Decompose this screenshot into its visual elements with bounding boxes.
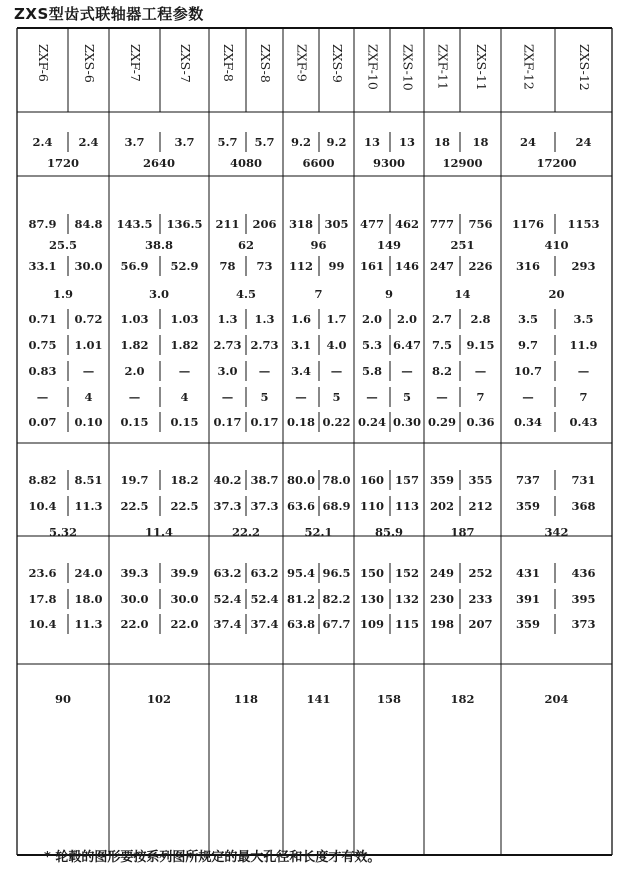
table-cell: — (330, 364, 343, 378)
table-cell: 207 (468, 617, 493, 631)
table-cell: 1.7 (326, 312, 347, 326)
table-cell: 359 (515, 499, 541, 513)
table-cell: 17200 (536, 156, 577, 170)
table-cell: 130 (359, 592, 385, 606)
table-cell: 39.3 (120, 566, 149, 580)
table-cell: 18 (472, 135, 489, 149)
table-cell: 5 (260, 390, 269, 404)
table-cell: 0.07 (28, 415, 57, 429)
table-cell: 113 (394, 499, 420, 513)
table-cell: 56.9 (120, 259, 149, 273)
table-cell: 9.2 (326, 135, 347, 149)
table-cell: 0.24 (357, 415, 387, 429)
model-header: ZXF-8 (221, 44, 236, 82)
table-cell: 477 (359, 217, 385, 231)
table-cell: 756 (468, 217, 493, 231)
table-cell: 115 (394, 617, 420, 631)
table-cell: 3.5 (573, 312, 594, 326)
table-cell: 5.8 (361, 364, 383, 378)
table-cell: 431 (515, 566, 541, 580)
table-cell: — (522, 390, 534, 404)
table-cell: 0.10 (74, 415, 103, 429)
table-cell: 211 (215, 217, 240, 231)
table-cell: 22.0 (170, 617, 199, 631)
table-cell: 24 (575, 135, 592, 149)
table-cell: — (474, 364, 487, 378)
table-cell: — (401, 364, 413, 378)
table-cell: 9 (384, 287, 394, 301)
table-cell: 1.3 (254, 312, 275, 326)
table-cell: 0.72 (74, 312, 103, 326)
table-cell: 22.5 (120, 499, 149, 513)
table-cell: 226 (468, 259, 493, 273)
table-cell: 316 (515, 259, 541, 273)
table-cell: 80.0 (286, 473, 316, 487)
table-cell: 25.5 (48, 238, 78, 252)
table-cell: 3.7 (124, 135, 145, 149)
table-cell: 87.9 (28, 217, 57, 231)
table-cell: 3.4 (290, 364, 312, 378)
table-cell: 187 (450, 525, 475, 539)
table-cell: 233 (468, 592, 493, 606)
table-rules (17, 28, 612, 855)
table-cell: — (178, 364, 191, 378)
table-cell: 1.01 (74, 338, 103, 352)
table-cell: 6.47 (392, 338, 422, 352)
table-cell: 5.32 (48, 525, 78, 539)
table-cell: 84.8 (74, 217, 103, 231)
table-cell: 3.5 (517, 312, 539, 326)
table-cell: — (82, 364, 95, 378)
table-cell: 149 (376, 238, 402, 252)
table-cell: 2.73 (250, 338, 279, 352)
table-cell: 5.7 (217, 135, 238, 149)
table-cell: 146 (394, 259, 420, 273)
table-cell: 38.8 (144, 238, 174, 252)
table-cell: 90 (54, 692, 72, 706)
table-cell: 7.5 (431, 338, 453, 352)
table-cell: 22.0 (120, 617, 149, 631)
table-cell: 52.9 (170, 259, 199, 273)
table-cell: 4080 (229, 156, 263, 170)
table-cell: 37.4 (250, 617, 279, 631)
model-header: ZXS-10 (400, 44, 416, 91)
table-cell: 18.0 (74, 592, 103, 606)
table-cell: 10.7 (513, 364, 543, 378)
table-cell: — (128, 390, 141, 404)
table-cell: 5.3 (361, 338, 383, 352)
table-cell: — (258, 364, 271, 378)
table-cell: 30.0 (170, 592, 199, 606)
table-cell: 161 (359, 259, 385, 273)
table-cell: 63.6 (286, 499, 316, 513)
table-cell: 96 (310, 238, 327, 252)
table-cell: 1153 (567, 217, 600, 231)
table-cell: 2.4 (78, 135, 99, 149)
table-cell: 63.2 (250, 566, 279, 580)
table-cell: 132 (394, 592, 420, 606)
table-cell: 395 (571, 592, 596, 606)
table-cell: 11.4 (144, 525, 174, 539)
table-cell: 1.6 (290, 312, 312, 326)
table-cell: 4 (180, 390, 189, 404)
table-cell: 1.03 (120, 312, 149, 326)
model-header: ZXS-11 (474, 44, 489, 91)
table-cell: 5 (402, 390, 412, 404)
table-cell: 3.7 (174, 135, 195, 149)
table-cell: 8.2 (431, 364, 453, 378)
table-cell: 391 (515, 592, 541, 606)
table-cell: 11.3 (74, 617, 103, 631)
table-cell: 13 (363, 135, 381, 149)
footnote: * 轮毂的图形要按系列图所规定的最大孔径和长度才有效。 (44, 850, 381, 865)
table-cell: 0.18 (286, 415, 316, 429)
table-cell: 152 (394, 566, 420, 580)
table-cell: 212 (468, 499, 493, 513)
table-cell: 11.3 (74, 499, 103, 513)
table-cell: 198 (429, 617, 455, 631)
table-cell: 1.82 (170, 338, 199, 352)
table-cell: — (295, 390, 307, 404)
table-cell: 0.15 (120, 415, 149, 429)
table-cell: 0.17 (213, 415, 242, 429)
table-cell: 22.2 (231, 525, 261, 539)
table-cell: 0.75 (28, 338, 57, 352)
table-cell: 0.36 (466, 415, 495, 429)
table-cell: — (366, 390, 378, 404)
model-header: ZXS-9 (330, 44, 345, 83)
table-cell: 1.82 (120, 338, 149, 352)
table-cell: 22.5 (170, 499, 199, 513)
table-cell: 1720 (46, 156, 80, 170)
table-cell: 20 (548, 287, 565, 301)
table-cell: 95.4 (286, 566, 316, 580)
table-cell: 102 (146, 692, 172, 706)
table-cell: 11.9 (569, 338, 598, 352)
table-cell: 2.8 (470, 312, 491, 326)
table-cell: 318 (288, 217, 314, 231)
model-header: ZXF-9 (294, 44, 310, 82)
table-cell: 13 (398, 135, 416, 149)
table-cell: 67.7 (322, 617, 351, 631)
table-cell: 5.7 (254, 135, 275, 149)
table-cell: 7 (476, 390, 485, 404)
table-cell: 38.7 (250, 473, 279, 487)
table-cell: 7 (579, 390, 588, 404)
table-cell: 141 (306, 692, 331, 706)
table-cell: 0.34 (513, 415, 543, 429)
table-cell: 143.5 (116, 217, 153, 231)
model-header: ZXS-12 (577, 44, 592, 91)
table-cell: — (436, 390, 448, 404)
table-cell: — (577, 364, 590, 378)
table-cell: 30.0 (120, 592, 149, 606)
table-cell: 373 (571, 617, 596, 631)
table-cell: 410 (544, 238, 569, 252)
model-header: ZXS-7 (178, 44, 193, 83)
table-cell: 24.0 (74, 566, 103, 580)
table-cell: 2.0 (124, 364, 145, 378)
table-cell: 4.5 (235, 287, 257, 301)
table-cell: 7 (314, 287, 323, 301)
table-cell: 62 (237, 238, 255, 252)
table-cell: 0.17 (250, 415, 279, 429)
table-cell: 1.03 (170, 312, 199, 326)
table-cell: 18.2 (170, 473, 199, 487)
table-cell: 0.71 (28, 312, 57, 326)
model-header: ZXF-11 (435, 44, 451, 90)
table-cell: 342 (544, 525, 569, 539)
table-cell: 158 (376, 692, 402, 706)
table-cell: 37.3 (213, 499, 242, 513)
table-cell: 247 (429, 259, 455, 273)
table-cell: 73 (256, 259, 273, 273)
table-cell: 3.0 (148, 287, 170, 301)
table-cell: 3.0 (217, 364, 238, 378)
table-cell: 17.8 (28, 592, 57, 606)
table-cell: 204 (544, 692, 569, 706)
table-cell: 30.0 (74, 259, 103, 273)
table-cell: 359 (515, 617, 541, 631)
table-cell: 0.29 (427, 415, 457, 429)
table-cell: 368 (571, 499, 596, 513)
table-cell: 0.43 (569, 415, 598, 429)
table-cell: 0.22 (322, 415, 351, 429)
table-cell: 78.0 (322, 473, 351, 487)
table-cell: 112 (288, 259, 314, 273)
table-cell: — (36, 390, 49, 404)
table-cell: 18 (433, 135, 451, 149)
table-cell: 8.51 (74, 473, 103, 487)
table-cell: 0.30 (392, 415, 422, 429)
table-cell: 78 (219, 259, 236, 273)
header-row (36, 44, 592, 91)
table-cell: 150 (359, 566, 385, 580)
table-cell: 160 (359, 473, 385, 487)
table-cell: 63.8 (286, 617, 316, 631)
table-cell: 2.0 (396, 312, 418, 326)
table-cell: 0.15 (170, 415, 199, 429)
table-cell: 3.1 (290, 338, 312, 352)
table-cell: 1176 (511, 217, 545, 231)
model-header: ZXS-6 (82, 44, 97, 83)
table-cell: 99 (328, 259, 345, 273)
table-cell: 182 (450, 692, 475, 706)
table-cell: 252 (468, 566, 493, 580)
table-cell: 8.82 (28, 473, 57, 487)
table-cell: 37.3 (250, 499, 279, 513)
table-cell: 118 (233, 692, 259, 706)
table-cell: 2.0 (361, 312, 383, 326)
table-cell: 359 (429, 473, 455, 487)
table-cell: 251 (450, 238, 475, 252)
table-cell: 40.2 (213, 473, 242, 487)
table-body (28, 135, 599, 706)
table-cell: 52.4 (250, 592, 279, 606)
table-cell: 24 (519, 135, 537, 149)
table-cell: 157 (394, 473, 420, 487)
table-cell: 110 (359, 499, 385, 513)
table-cell: 6600 (302, 156, 335, 170)
table-cell: 305 (324, 217, 349, 231)
table-cell: 4.0 (326, 338, 347, 352)
table-cell: 436 (571, 566, 596, 580)
table-cell: 109 (359, 617, 385, 631)
table-cell: 0.83 (28, 364, 57, 378)
table-cell: 737 (515, 473, 541, 487)
table-cell: 81.2 (286, 592, 316, 606)
table-cell: 9.7 (517, 338, 539, 352)
table-cell: 52.1 (304, 525, 333, 539)
document-title: ZXS型齿式联轴器工程参数 (14, 5, 204, 23)
table-cell: 10.4 (28, 617, 57, 631)
table-cell: 5 (332, 390, 341, 404)
table-cell: 23.6 (28, 566, 57, 580)
table-cell: 2.4 (32, 135, 53, 149)
model-header: ZXF-12 (521, 44, 537, 90)
table-cell: 2.7 (431, 312, 453, 326)
table-cell: 33.1 (28, 259, 57, 273)
table-cell: 68.9 (322, 499, 351, 513)
table-cell: 39.9 (170, 566, 199, 580)
table-cell: 9.15 (466, 338, 495, 352)
table-cell: 63.2 (213, 566, 242, 580)
table-cell: 731 (571, 473, 596, 487)
model-header: ZXF-10 (365, 44, 381, 90)
table-cell: 206 (252, 217, 277, 231)
table-cell: — (221, 390, 234, 404)
table-cell: 777 (429, 217, 455, 231)
model-header: ZXS-8 (258, 44, 273, 83)
table-cell: 136.5 (166, 217, 203, 231)
table-cell: 9300 (372, 156, 406, 170)
table-cell: 462 (394, 217, 420, 231)
table-cell: 9.2 (290, 135, 312, 149)
table-cell: 96.5 (322, 566, 351, 580)
table-cell: 293 (571, 259, 596, 273)
table-cell: 82.2 (322, 592, 351, 606)
table-cell: 37.4 (213, 617, 242, 631)
table-cell: 14 (454, 287, 471, 301)
model-header: ZXF-7 (128, 44, 143, 82)
table-cell: 1.9 (52, 287, 74, 301)
table-cell: 2640 (142, 156, 176, 170)
table-cell: 4 (84, 390, 93, 404)
table-cell: 10.4 (28, 499, 57, 513)
table-cell: 2.73 (213, 338, 242, 352)
table-cell: 202 (429, 499, 455, 513)
table-cell: 355 (468, 473, 493, 487)
table-cell: 230 (429, 592, 455, 606)
table-cell: 85.9 (374, 525, 404, 539)
table-cell: 1.3 (217, 312, 238, 326)
model-header: ZXF-6 (36, 44, 51, 82)
table-cell: 52.4 (213, 592, 242, 606)
table-cell: 249 (429, 566, 455, 580)
table-cell: 12900 (442, 156, 483, 170)
table-cell: 19.7 (120, 473, 149, 487)
